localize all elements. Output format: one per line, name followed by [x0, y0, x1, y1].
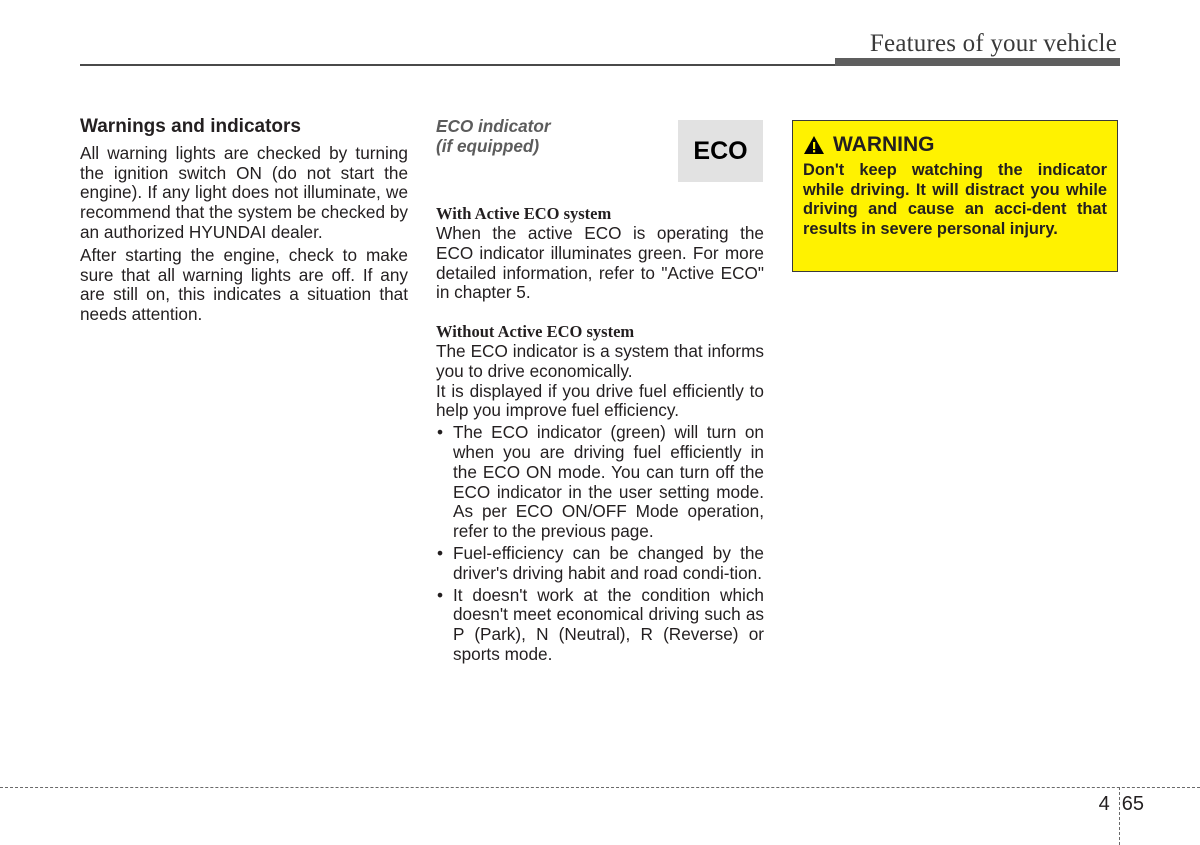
- eco-bullet-list: [436, 423, 764, 665]
- bullet-icon: •: [437, 422, 444, 443]
- list-item-text: It doesn't work at the condition which doesn't meet economical driving such as P (Park), N (Neutral), R (Reverse) or sports mode.: [453, 584, 764, 664]
- list-item-text: Fuel-efficiency can be changed by the driver's driving habit and road condi-tion.: [453, 542, 764, 583]
- warning-title: WARNING: [833, 133, 935, 156]
- eco-indicator-subtitle: (if equipped): [436, 135, 540, 156]
- warning-box: [792, 120, 1118, 272]
- eco-indicator-icon: [678, 120, 763, 182]
- bullet-icon: •: [437, 584, 444, 605]
- warning-header: [803, 133, 1107, 157]
- paragraph: After starting the engine, check to make sure that all warning lights are off. If any are still on, this indicates a situation that needs attention.: [80, 244, 408, 325]
- paragraph: All warning lights are checked by turning the ignition switch ON (do not start the engine). If any light does not illuminate, we recommend that the system be checked by an authorized HYUNDAI dealer.: [80, 142, 408, 242]
- list-item: [436, 586, 764, 665]
- warning-text: Don't keep watching the indicator while driving. It will distract you while driving and cause an acci-dent that results in severe personal injury.: [803, 161, 1107, 238]
- warning-triangle-icon: [803, 135, 825, 155]
- without-active-eco-text: It is displayed if you drive fuel efficiently to help you improve fuel efficiency.: [436, 380, 764, 421]
- header-rule-accent: [835, 58, 1120, 66]
- eco-indicator-label: ECO: [693, 136, 748, 165]
- page-number-value: 65: [1121, 793, 1144, 815]
- page-number: [1099, 793, 1144, 816]
- eco-indicator-title: ECO indicator: [436, 116, 551, 136]
- list-item: [436, 423, 764, 542]
- without-active-eco-heading: Without Active ECO system: [436, 322, 635, 342]
- section-heading: Warnings and indicators: [80, 116, 301, 137]
- without-active-eco-text: The ECO indicator is a system that informs you to drive economically.: [436, 340, 764, 381]
- list-item-text: The ECO indicator (green) will turn on when you are driving fuel efficiently in the ECO ON mode. You can turn off the ECO indicator in the user setting mode. As per ECO ON/OFF Mode operation, refer to the previous page.: [453, 422, 764, 542]
- bullet-icon: •: [437, 542, 444, 563]
- left-column: [80, 117, 408, 325]
- chapter-number: 4: [1098, 793, 1110, 815]
- footer-dashed-rule: [0, 787, 1200, 788]
- eco-column: [436, 117, 764, 665]
- list-item: [436, 544, 764, 584]
- header-rule: [80, 64, 836, 66]
- page-header-title: Features of your vehicle: [869, 30, 1117, 57]
- with-active-eco-text: When the active ECO is operating the ECO indicator illuminates green. For more detailed information, refer to "Active ECO" in chapter 5.: [436, 222, 764, 303]
- with-active-eco-heading: With Active ECO system: [436, 204, 612, 224]
